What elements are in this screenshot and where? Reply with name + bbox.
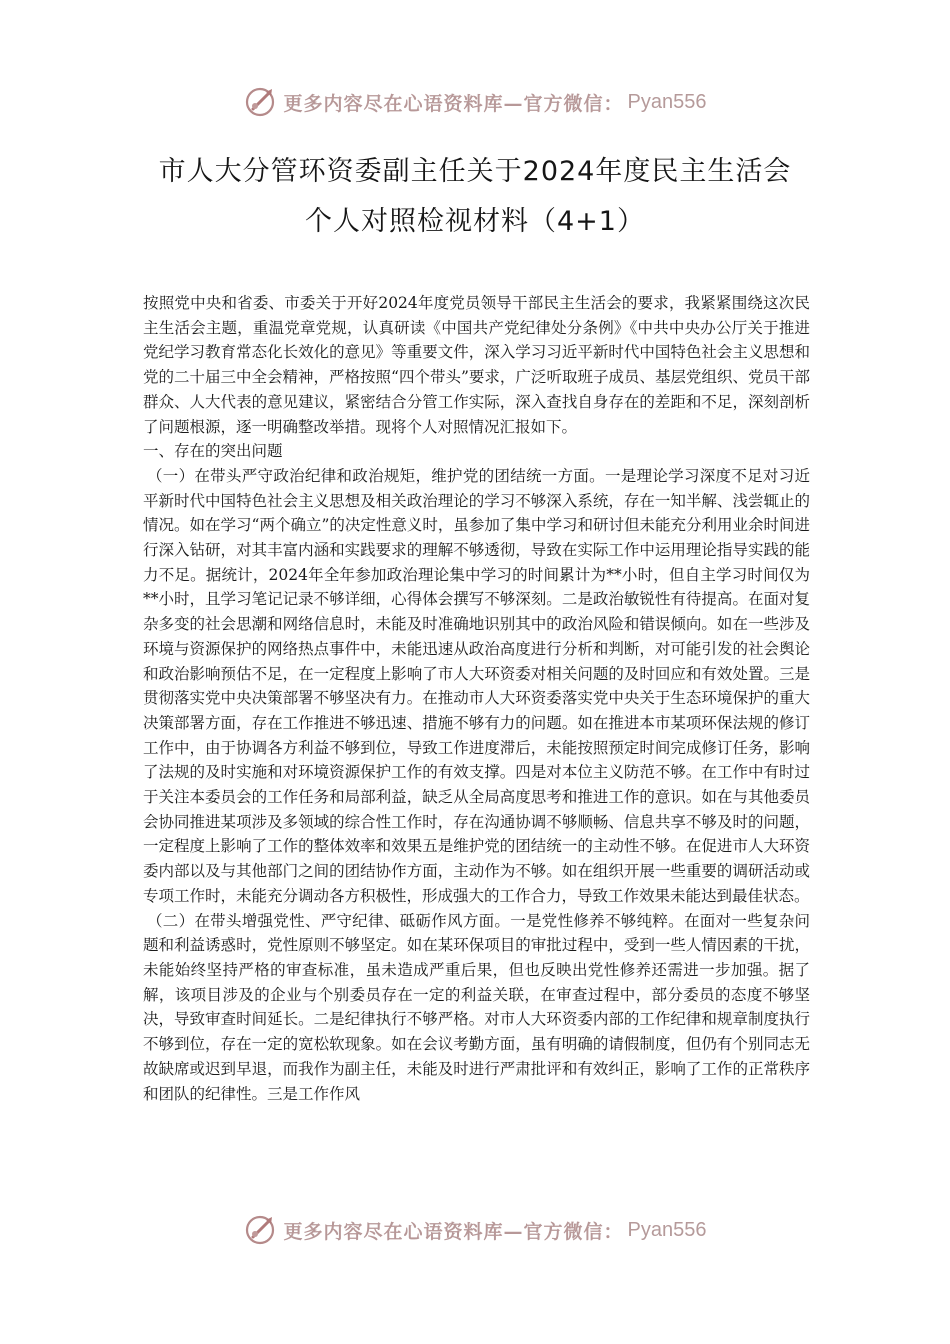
banner-text: 更多内容尽在心语资料库—官方微信： [283, 92, 624, 115]
banner-text: 更多内容尽在心语资料库—官方微信： [283, 1220, 624, 1243]
banner-wechat-id: Pyan556 [627, 1218, 707, 1241]
banner-wechat-id: Pyan556 [627, 90, 707, 113]
document-body [143, 291, 810, 1106]
footer-banner [0, 1210, 950, 1250]
header-banner [0, 82, 950, 122]
brush-logo-icon [244, 85, 278, 119]
document-title-line2: 个人对照检视材料（4+1） [305, 206, 645, 237]
paragraph-2: （二）在带头增强党性、严守纪律、砥砺作风方面。一是党性修养不够纯粹。在面对一些复杂问题和利益诱惑时，党性原则不够坚定。如在某环保项目的审批过程中，受到一些人情因素的干扰，未能始终坚持严格的审查标准，虽未造成严重后果，但也反映出党性修养还需进一步加强。据了解，该项目涉及的企业与个别委员存在一定的利益关联，在审查过程中，部分委员的态度不够坚决，导致审查时间延长。二是纪律执行不够严格。对市人大环资委内部的工作纪律和规章制度执行不够到位，存在一定的宽松软现象。如在会议考勤方面，虽有明确的请假制度，但仍有个别同志无故缺席或迟到早退，而我作为副主任，未能及时进行严肃批评和有效纠正，影响了工作的正常秩序和团队的纪律性。三是工作作风 [143, 911, 810, 1103]
document-title-line1: 市人大分管环资委副主任关于2024年度民主生活会 [158, 156, 792, 187]
brush-logo-icon [244, 1213, 278, 1247]
intro-paragraph: 按照党中央和省委、市委关于开好2024年度党员领导干部民主生活会的要求，我紧紧围绕这次民主生活会主题，重温党章党规，认真研读《中国共产党纪律处分条例》《中共中央办公厅关于推进党纪学习教育常态化长效化的意见》等重要文件，深入学习习近平新时代中国特色社会主义思想和党的二十届三中全会精神，严格按照“四个带头”要求，广泛听取班子成员、基层党组织、党员干部群众、人大代表的意见建议，紧密结合分管工作实际，深入查找自身存在的差距和不足，深刻剖析了问题根源，逐一明确整改举措。现将个人对照情况汇报如下。 [143, 294, 810, 436]
section-heading: 一、存在的突出问题 [143, 442, 283, 461]
paragraph-1: （一）在带头严守政治纪律和政治规矩，维护党的团结统一方面。一是理论学习深度不足对习近平新时代中国特色社会主义思想及相关政治理论的学习不够深入系统，存在一知半解、浅尝辄止的情况。如在学习“两个确立”的决定性意义时，虽参加了集中学习和研讨但未能充分利用业余时间进行深入钻研，对其丰富内涵和实践要求的理解不够透彻，导致在实际工作中运用理论指导实践的能力不足。据统计，2024年全年参加政治理论集中学习的时间累计为**小时，但自主学习时间仅为**小时，且学习笔记记录不够详细，心得体会撰写不够深刻。二是政治敏锐性有待提高。在面对复杂多变的社会思潮和网络信息时，未能及时准确地识别其中的政治风险和错误倾向。如在一些涉及环境与资源保护的网络热点事件中，未能迅速从政治高度进行分析和判断，对可能引发的社会舆论和政治影响预估不足，在一定程度上影响了市人大环资委对相关问题的及时回应和有效处置。三是贯彻落实党中央决策部署不够坚决有力。在推动市人大环资委落实党中央关于生态环境保护的重大决策部署方面，存在工作推进不够迅速、措施不够有力的问题。如在推进本市某项环保法规的修订工作中，由于协调各方利益不够到位，导致工作进度滞后，未能按照预定时间完成修订任务，影响了法规的及时实施和对环境资源保护工作的有效支撑。四是对本位主义防范不够。在工作中有时过于关注本委员会的工作任务和局部利益，缺乏从全局高度思考和推进工作的意识。如在与其他委员会协同推进某项涉及多领域的综合性工作时，存在沟通协调不够顺畅、信息共享不够及时的问题，一定程度上影响了工作的整体效率和效果五是维护党的团结统一的主动性不够。在促进市人大环资委内部以及与其他部门之间的团结协作方面，主动作为不够。如在组织开展一些重要的调研活动或专项工作时，未能充分调动各方积极性，形成强大的工作合力，导致工作效果未能达到最佳状态。 [143, 466, 810, 905]
